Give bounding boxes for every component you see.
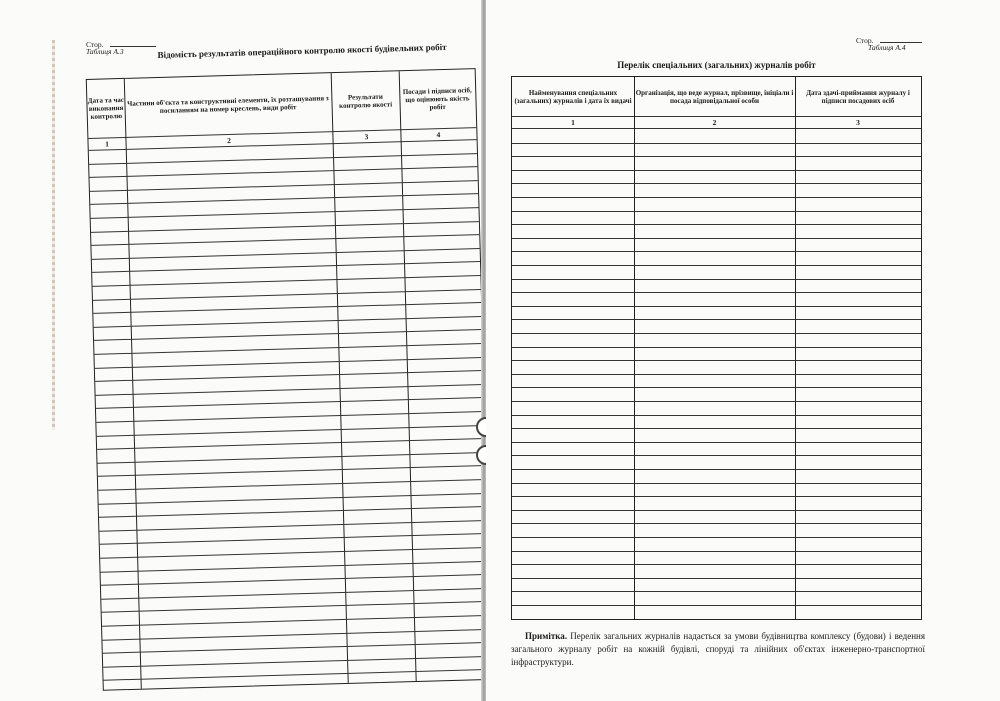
table-row-rule [96, 397, 484, 409]
table-row-rule [512, 333, 921, 334]
operational-control-table [85, 41, 495, 694]
table-row-rule [512, 156, 921, 157]
column-header-date: Дата та час виконання контролю [87, 95, 125, 121]
table-row-rule [94, 329, 482, 341]
table-row-rule [512, 183, 921, 184]
column-number: 3 [856, 118, 860, 127]
journals-list-table [511, 76, 922, 620]
table-row-rule [94, 316, 482, 328]
table-row-rule [512, 251, 921, 252]
table-row-rule [92, 261, 480, 273]
table-row-rule [512, 306, 921, 307]
table-row-rule [95, 357, 483, 369]
table-row-rule [89, 153, 477, 165]
left-page [0, 0, 482, 701]
note-text: Перелік загальних журналів надається за умови будівництва комплексу (будови) і ведення загального журналу робіт на кожній будівлі, споруді та лінійних об'єктах інженерно-транспортної інфраструктури. [511, 631, 926, 668]
table-row-rule [103, 656, 491, 668]
column-number: 2 [712, 118, 717, 127]
table-row-rule [512, 510, 921, 511]
table-row-rule [93, 289, 481, 301]
column-header-results: Результати контролю якості [338, 92, 393, 110]
table-row-rule [99, 520, 487, 532]
table-row-rule [90, 193, 478, 205]
table-row-rule [93, 275, 481, 287]
table-row-rule [512, 469, 921, 470]
page-label: Стор. [856, 36, 874, 45]
table-title: Перелік спеціальних (загальних) журналів робіт [617, 60, 816, 70]
table-row-rule [92, 248, 480, 260]
note-label: Примітка. [525, 631, 568, 641]
table-row-rule [89, 166, 477, 178]
table-label: Таблиця А.3 [86, 47, 124, 56]
table-row-rule [512, 347, 921, 348]
column-number: 3 [364, 132, 369, 142]
table-row-rule [512, 387, 921, 388]
number-row-rule [512, 128, 921, 129]
table-row-rule [98, 465, 486, 477]
column-header-signatures: Посади і підписи осіб, що оцінюють якість робіт [402, 86, 472, 112]
table-row-rule [512, 455, 921, 456]
table-row-rule [102, 615, 490, 627]
note-paragraph [511, 630, 925, 669]
table-row-rule [100, 547, 488, 559]
table-row-rule [104, 669, 492, 681]
column-header-journal-name: Найменування спеціальних (загальних) журналів і дата їх видачі [514, 88, 632, 105]
table-row-rule [90, 180, 478, 192]
table-row-rule [512, 224, 921, 225]
table-row-rule [512, 496, 921, 497]
table-row-rule [512, 143, 921, 144]
table-row-rule [512, 360, 921, 361]
table-row-rule [98, 479, 486, 491]
table-row-rule [512, 279, 921, 280]
table-row-rule [97, 424, 485, 436]
table-row-rule [512, 442, 921, 443]
table-row-rule [512, 211, 921, 212]
page-label: Стор. [86, 40, 104, 49]
table-row-rule [101, 588, 489, 600]
table-row-rule [96, 384, 484, 396]
table-row-rule [102, 628, 490, 640]
binding-strip [52, 40, 55, 430]
column-number: 1 [105, 139, 110, 149]
table-row-rule [100, 533, 488, 545]
column-number: 1 [571, 118, 575, 127]
table-row-rule [512, 551, 921, 552]
table-row-rule [97, 438, 485, 450]
table-row-rule [99, 492, 487, 504]
column-header-organization: Організація, що веде журнал, прізвище, ініціали і посада відповідальної особи [635, 88, 794, 105]
table-row-rule [512, 564, 921, 565]
table-row-rule [512, 578, 921, 579]
table-row-rule [96, 411, 484, 423]
table-row-rule [512, 415, 921, 416]
table-label: Таблиця А.4 [868, 43, 906, 52]
table-row-rule [91, 207, 479, 219]
table-row-rule [101, 574, 489, 586]
table-row-rule [512, 401, 921, 402]
table-row-rule [512, 197, 921, 198]
table-row-rule [101, 560, 489, 572]
table-row-rule [93, 302, 481, 314]
table-row-rule [103, 642, 491, 654]
table-row-rule [512, 170, 921, 171]
table-row-rule [512, 428, 921, 429]
table-title: Відомість результатів операційного контролю якості будівельних робіт [157, 41, 447, 60]
table-row-rule [97, 452, 485, 464]
table-row-rule [512, 319, 921, 320]
table-row-rule [91, 234, 479, 246]
table-row-rule [512, 292, 921, 293]
table-row-rule [94, 343, 482, 355]
table-row-rule [95, 370, 483, 382]
table-row-rule [512, 605, 921, 606]
table-row-rule [102, 601, 490, 613]
table-row-rule [99, 506, 487, 518]
table-row-rule [512, 374, 921, 375]
table-row-rule [512, 591, 921, 592]
table-row-rule [512, 523, 921, 524]
column-header-elements: Частини об'єкта та конструктивні елементи, їх розташування з посиланням на номер креслень, види робіт [127, 94, 329, 115]
table-row-rule [512, 537, 921, 538]
table-row-rule [512, 265, 921, 266]
column-header-handover-date: Дата здачі-приймання журналу і підписи посадових осіб [806, 88, 910, 105]
table-row-rule [512, 238, 921, 239]
table-frame [86, 68, 493, 691]
column-number: 2 [227, 135, 232, 146]
table-row-rule [512, 483, 921, 484]
table-row-rule [91, 221, 479, 233]
column-number: 4 [436, 130, 441, 140]
